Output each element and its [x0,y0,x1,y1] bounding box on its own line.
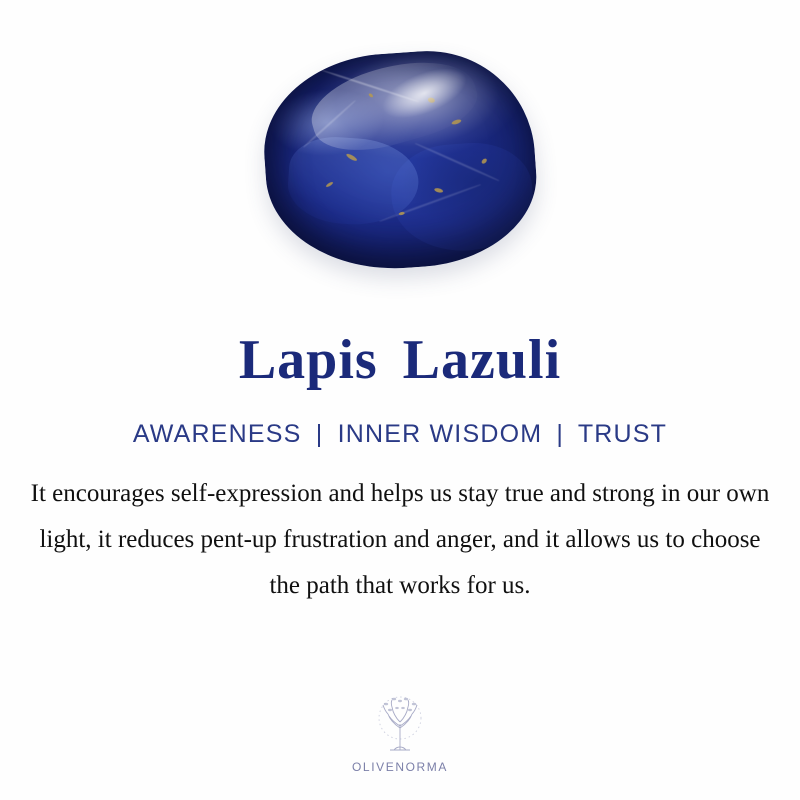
description-text: It encourages self-expression and helps us stay true and strong in our own light, it reduces pent-up frustration and anger, and it allows us to choose the path that works for us. [30,480,770,599]
tree-of-life-icon [364,692,436,758]
stone-image-wrapper [265,53,535,268]
keyword-line [133,420,667,449]
keyword-separator: | [315,420,324,448]
keyword-trust: TRUST [577,420,668,448]
lapis-lazuli-stone-icon [258,43,542,276]
brand-logo [0,692,800,774]
stone-facet-right [388,138,536,255]
keyword-inner-wisdom: INNER WISDOM [337,420,543,448]
keyword-awareness: AWARENESS [132,420,302,448]
page-title: Lapis Lazuli [238,329,562,391]
stone-image-area [0,0,800,310]
brand-name: OLIVENORMA [351,760,448,774]
keyword-separator: | [556,420,565,448]
